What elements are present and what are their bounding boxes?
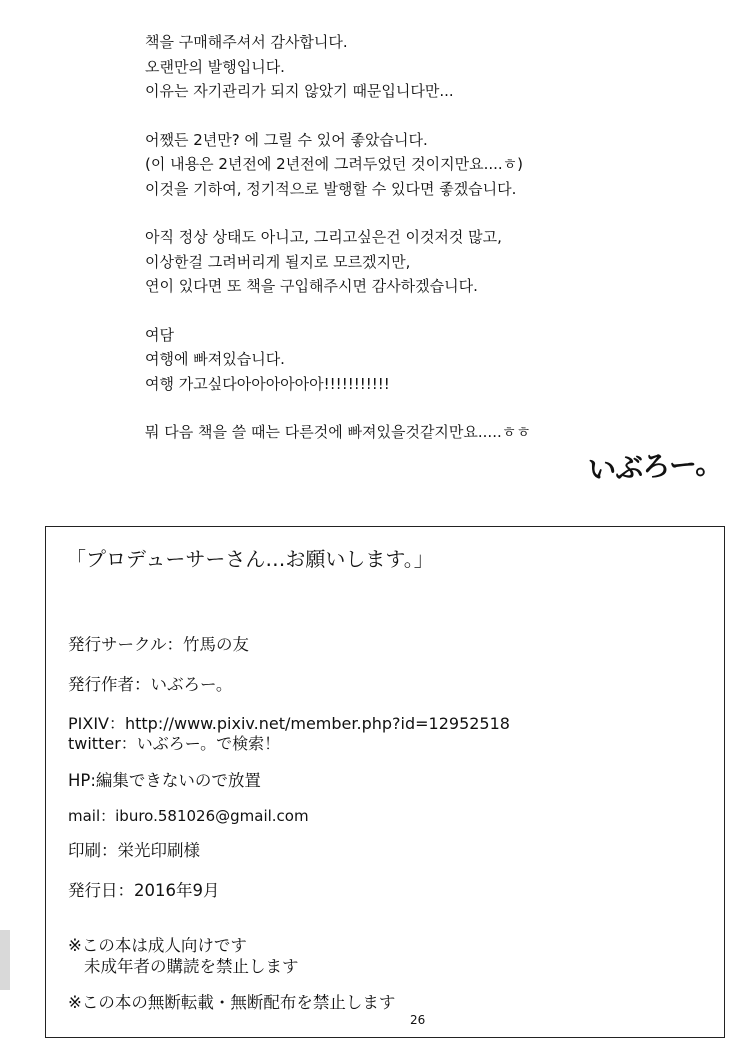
minor-prohibition-notice: 未成年者の購読を禁止します — [84, 957, 299, 976]
author-signature: いぶろー。 — [587, 446, 723, 487]
afterword-line: 오랜만의 발행입니다. — [145, 57, 285, 76]
twitter-info: twitter：いぶろー。で検索！ — [68, 734, 281, 753]
mail-address: mail：iburo.581026@gmail.com — [68, 807, 309, 825]
printer-info: 印刷：栄光印刷様 — [68, 841, 200, 860]
afterword-paragraph — [145, 420, 665, 445]
afterword-line: 여담 — [145, 325, 174, 344]
afterword-line: (이 내용은 2년전에 2년전에 그려두었던 것이지만요....ㅎ) — [145, 155, 523, 173]
publishing-author: 発行作者：いぶろー。 — [68, 675, 233, 694]
afterword-line: 이상한걸 그려버리게 될지로 모르겠지만, — [145, 252, 411, 271]
colophon-box — [45, 526, 725, 1038]
book-title: 「プロデューサーさん…お願いします。」 — [66, 547, 434, 571]
afterword-line: 여행 가고싶다아아아아아아!!!!!!!!!!! — [145, 374, 390, 393]
publish-date: 発行日：2016年9月 — [68, 881, 220, 900]
afterword-paragraph — [145, 128, 665, 202]
copy-prohibition-notice: ※この本の無断転載・無断配布を禁止します — [68, 993, 396, 1012]
scan-edge-mark-top — [0, 930, 10, 990]
pixiv-link: PIXIV：http://www.pixiv.net/member.php?id=12952518 — [68, 714, 510, 733]
afterword-line: 이유는 자기관리가 되지 않았기 때문입니다만... — [145, 82, 454, 100]
afterword-line: 어쨌든 2년만? 에 그릴 수 있어 좋았습니다. — [145, 130, 428, 149]
adult-notice: ※この本は成人向けです — [68, 936, 247, 955]
afterword-line: 아직 정상 상태도 아니고, 그리고싶은건 이것저것 많고, — [145, 228, 502, 246]
afterword-line: 뭐 다음 책을 쓸 때는 다른것에 빠져있을것같지만요.....ㅎㅎ — [145, 423, 531, 441]
afterword-line: 여행에 빠져있습니다. — [145, 350, 285, 368]
afterword-line: 이것을 기하여, 정기적으로 발행할 수 있다면 좋겠습니다. — [145, 179, 517, 198]
publishing-circle: 発行サークル：竹馬の友 — [68, 635, 250, 654]
page-number: 26 — [410, 1013, 426, 1027]
homepage-info: HP:編集できないので放置 — [68, 771, 261, 790]
afterword-line: 책을 구매해주셔서 감사합니다. — [145, 33, 348, 51]
afterword-line: 연이 있다면 또 책을 구입해주시면 감사하겠습니다. — [145, 277, 478, 295]
afterword-paragraph — [145, 30, 665, 104]
afterword-paragraph — [145, 225, 665, 299]
afterword-text — [145, 30, 665, 469]
afterword-paragraph — [145, 323, 665, 397]
